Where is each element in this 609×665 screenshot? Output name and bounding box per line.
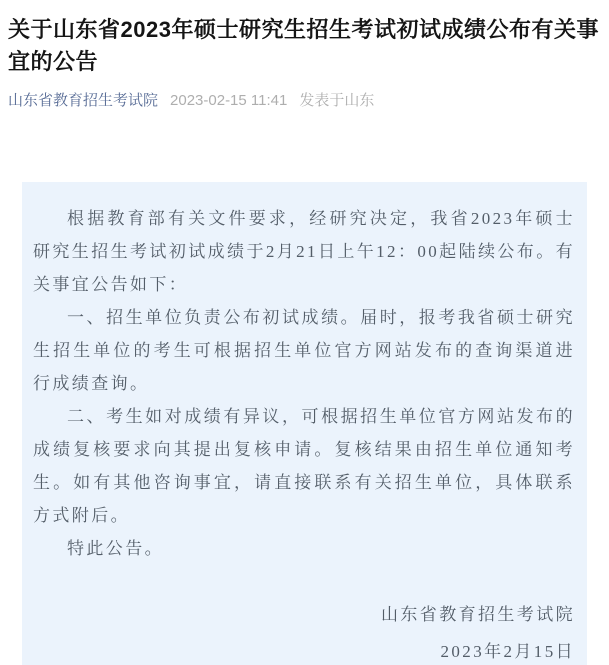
signature-date: 2023年2月15日 xyxy=(440,642,575,661)
publish-location: 发表于山东 xyxy=(299,92,375,109)
byline xyxy=(8,91,599,111)
account-name-link[interactable]: 山东省教育招生考试院 xyxy=(8,92,159,109)
page-title: 关于山东省2023年硕士研究生招生考试初试成绩公布有关事宜的公告 xyxy=(8,17,599,74)
announcement-paragraph-intro: 根据教育部有关文件要求，经研究决定，我省2023年硕士研究生招生考试初试成绩于2月21日上午12：00起陆续公布。有关事宜公告如下： xyxy=(33,209,575,294)
signature-name: 山东省教育招生考试院 xyxy=(381,605,575,624)
publish-timestamp: 2023-02-15 11:41 xyxy=(170,92,288,109)
announcement-paragraph-closing: 特此公告。 xyxy=(67,539,164,558)
signature-block xyxy=(33,598,575,665)
announcement-paragraph-item-1: 一、招生单位负责公布初试成绩。届时，报考我省硕士研究生招生单位的考生可根据招生单位官方网站发布的查询渠道进行成绩查询。 xyxy=(33,308,575,393)
announcement-box xyxy=(22,182,587,665)
article-header xyxy=(0,0,609,111)
announcement-paragraph-item-2: 二、考生如对成绩有异议，可根据招生单位官方网站发布的成绩复核要求向其提出复核申请。复核结果由招生单位通知考生。如有其他咨询事宜，请直接联系有关招生单位，具体联系方式附后。 xyxy=(33,407,575,525)
